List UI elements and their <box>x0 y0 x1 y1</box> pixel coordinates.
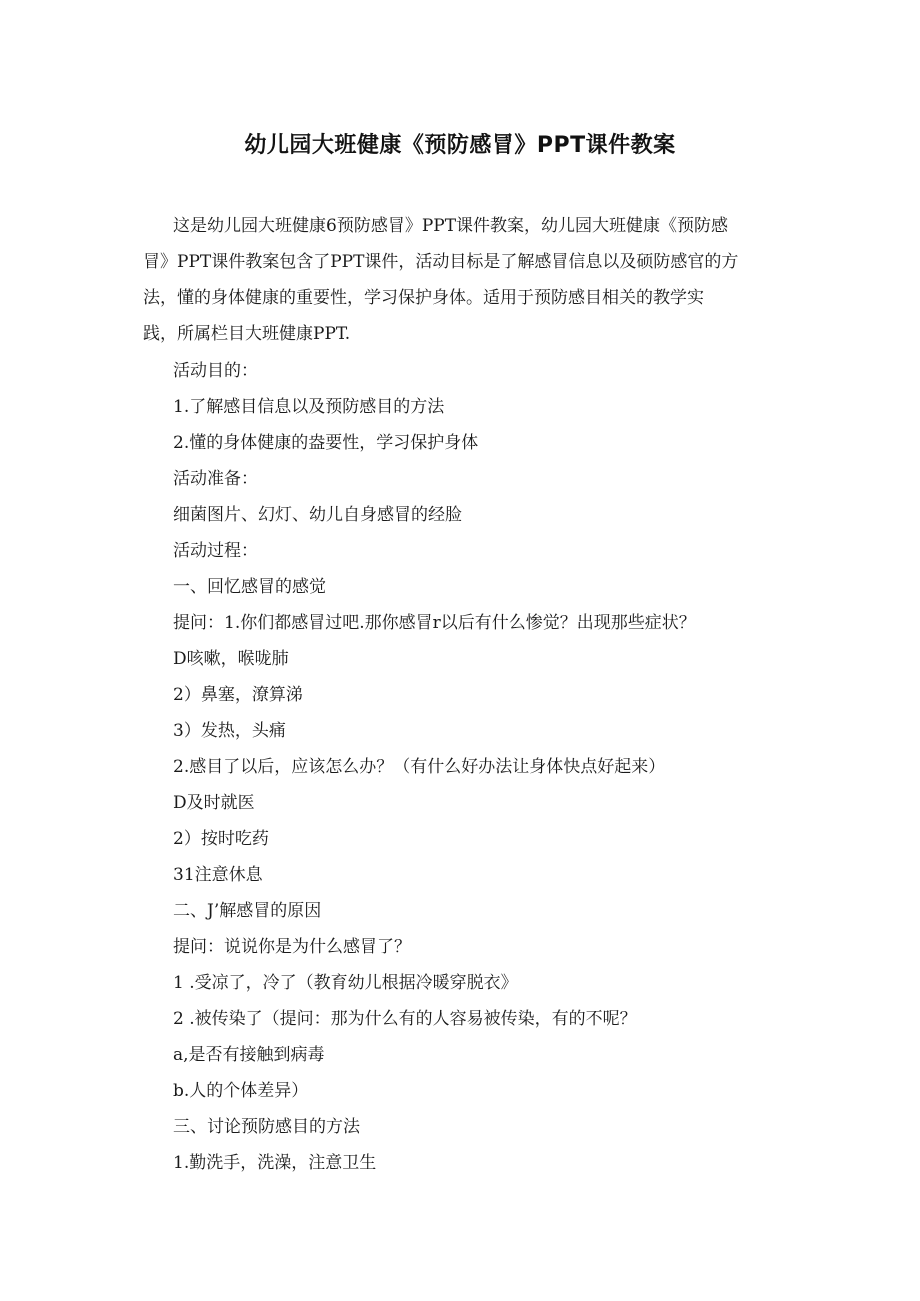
list-item: 细菌图片、幻灯、幼儿自身感冒的经脸 <box>173 505 462 525</box>
lesson-body <box>173 353 773 1181</box>
section-heading: 三、讨论预防感目的方法 <box>173 1117 360 1137</box>
list-item: 2）按时吃药 <box>173 829 269 849</box>
intro-line: 这是幼儿园大班健康6预防感冒》PPT课件教案，幼儿园大班健康《预防感 <box>173 216 729 236</box>
intro-paragraph <box>143 208 773 352</box>
list-item: 3）发热，头痛 <box>173 721 286 741</box>
list-item: 2）鼻塞，潦算涕 <box>173 685 303 705</box>
section-heading: 一、回忆感冒的感觉 <box>173 577 326 597</box>
list-item: b.人的个体差异） <box>173 1081 309 1101</box>
section-heading: 活动过程： <box>173 541 258 561</box>
list-item: 1 .受凉了，冷了（教育幼儿根据冷暖穿脱衣》 <box>173 973 518 993</box>
section-heading: 活动准备： <box>173 469 258 489</box>
list-item: a,是否有接触到病毒 <box>173 1045 325 1065</box>
intro-line: 践，所属栏目大班健康PPT. <box>143 324 351 344</box>
intro-line: 法，懂的身体健康的重要性，学习保护身体。适用于预防感目相关的教学实 <box>143 288 704 308</box>
section-heading: 二、J’解感冒的原因 <box>173 901 322 921</box>
document-title: 幼儿园大班健康《预防感冒》PPT课件教案 <box>244 133 676 158</box>
list-item: 1.了解感目信息以及预防感目的方法 <box>173 397 445 417</box>
list-item: 提问：说说你是为什么感冒了？ <box>173 937 411 957</box>
intro-line: 冒》PPT课件教案包含了PPT课件，活动目标是了解感冒信息以及硕防感官的方 <box>143 252 739 272</box>
list-item: 2 .被传染了（提问：那为什么有的人容易被传染，有的不呢？ <box>173 1009 637 1029</box>
list-item: D及时就医 <box>173 793 255 813</box>
list-item: 2.懂的身体健康的盎要性，学习保护身体 <box>173 433 479 453</box>
list-item: 1.勤洗手，洗澡，注意卫生 <box>173 1153 377 1173</box>
list-item: 提问：1.你们都感冒过吧.那你感冒r以后有什么惨觉？出现那些症状？ <box>173 613 696 633</box>
section-heading: 活动目的： <box>173 361 258 381</box>
list-item: D咳嗽，喉咙肺 <box>173 649 289 669</box>
list-item: 2.感目了以后，应该怎么办？（有什么好办法让身体快点好起来） <box>173 757 666 777</box>
list-item: 31注意休息 <box>173 865 263 885</box>
